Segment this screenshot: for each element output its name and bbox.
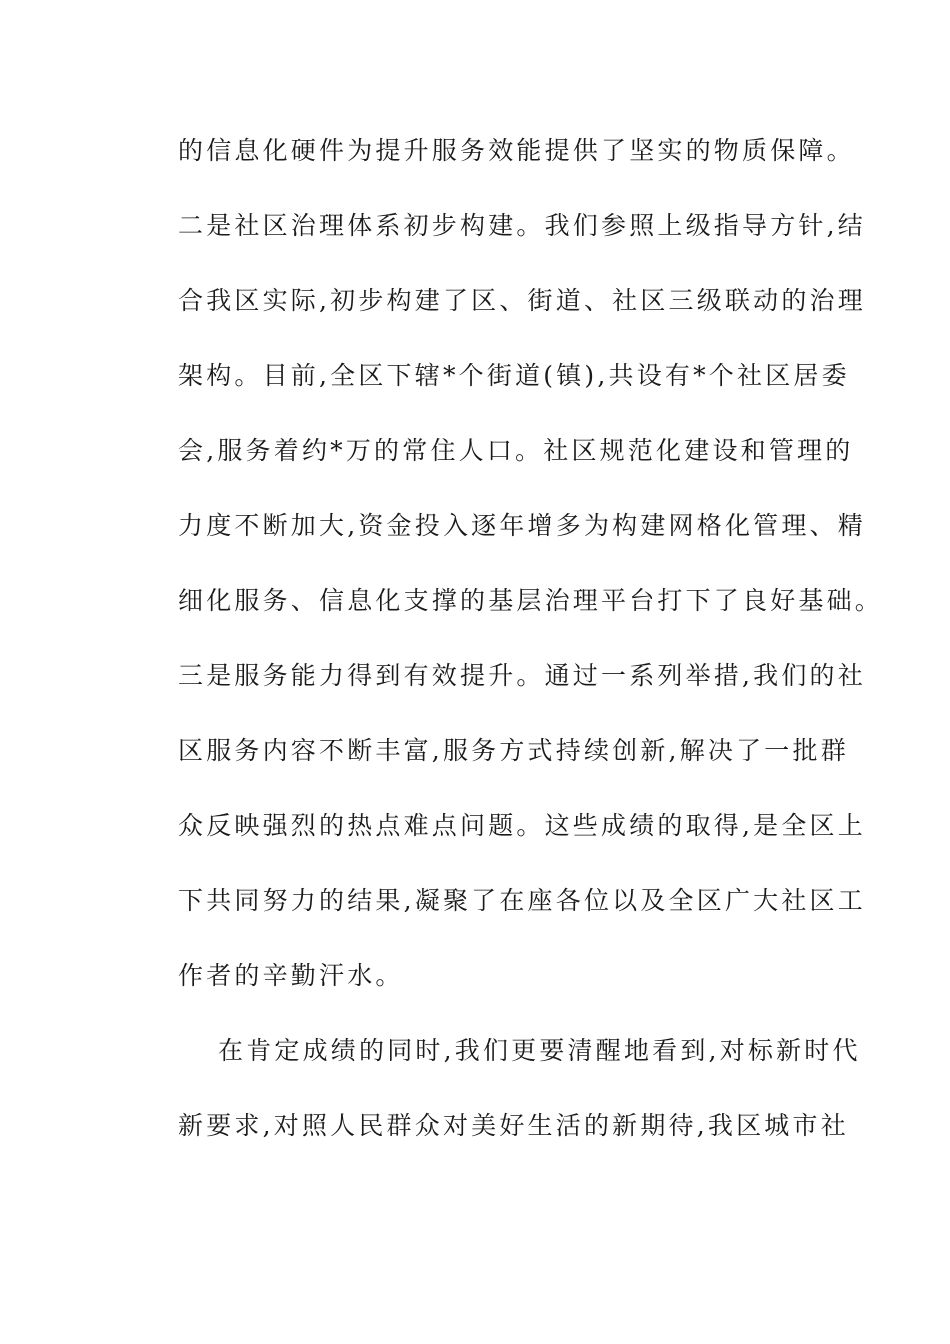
text-line: 区服务内容不断丰富,服务方式持续创新,解决了一批群	[178, 736, 849, 765]
text-line: 合我区实际,初步构建了区、街道、社区三级联动的治理	[178, 286, 866, 315]
text-line: 三是服务能力得到有效提升。通过一系列举措,我们的社	[178, 661, 866, 690]
text-line: 众反映强烈的热点难点问题。这些成绩的取得,是全区上	[178, 811, 866, 840]
text-line: 会,服务着约*万的常住人口。社区规范化建设和管理的	[178, 436, 854, 465]
text-line: 细化服务、信息化支撑的基层治理平台打下了良好基础。	[178, 586, 884, 615]
text-line: 力度不断加大,资金投入逐年增多为构建网格化管理、精	[178, 511, 866, 540]
text-line: 新要求,对照人民群众对美好生活的新期待,我区城市社	[178, 1111, 849, 1140]
text-line: 二是社区治理体系初步构建。我们参照上级指导方针,结	[178, 211, 866, 240]
text-line: 下共同努力的结果,凝聚了在座各位以及全区广大社区工	[178, 886, 866, 915]
text-line: 作者的辛勤汗水。	[178, 961, 404, 990]
paragraph-first-line: 在肯定成绩的同时,我们更要清醒地看到,对标新时代	[218, 1036, 861, 1065]
text-line: 架构。目前,全区下辖*个街道(镇),共设有*个社区居委	[178, 361, 850, 390]
text-line: 的信息化硬件为提升服务效能提供了坚实的物质保障。	[178, 136, 855, 165]
